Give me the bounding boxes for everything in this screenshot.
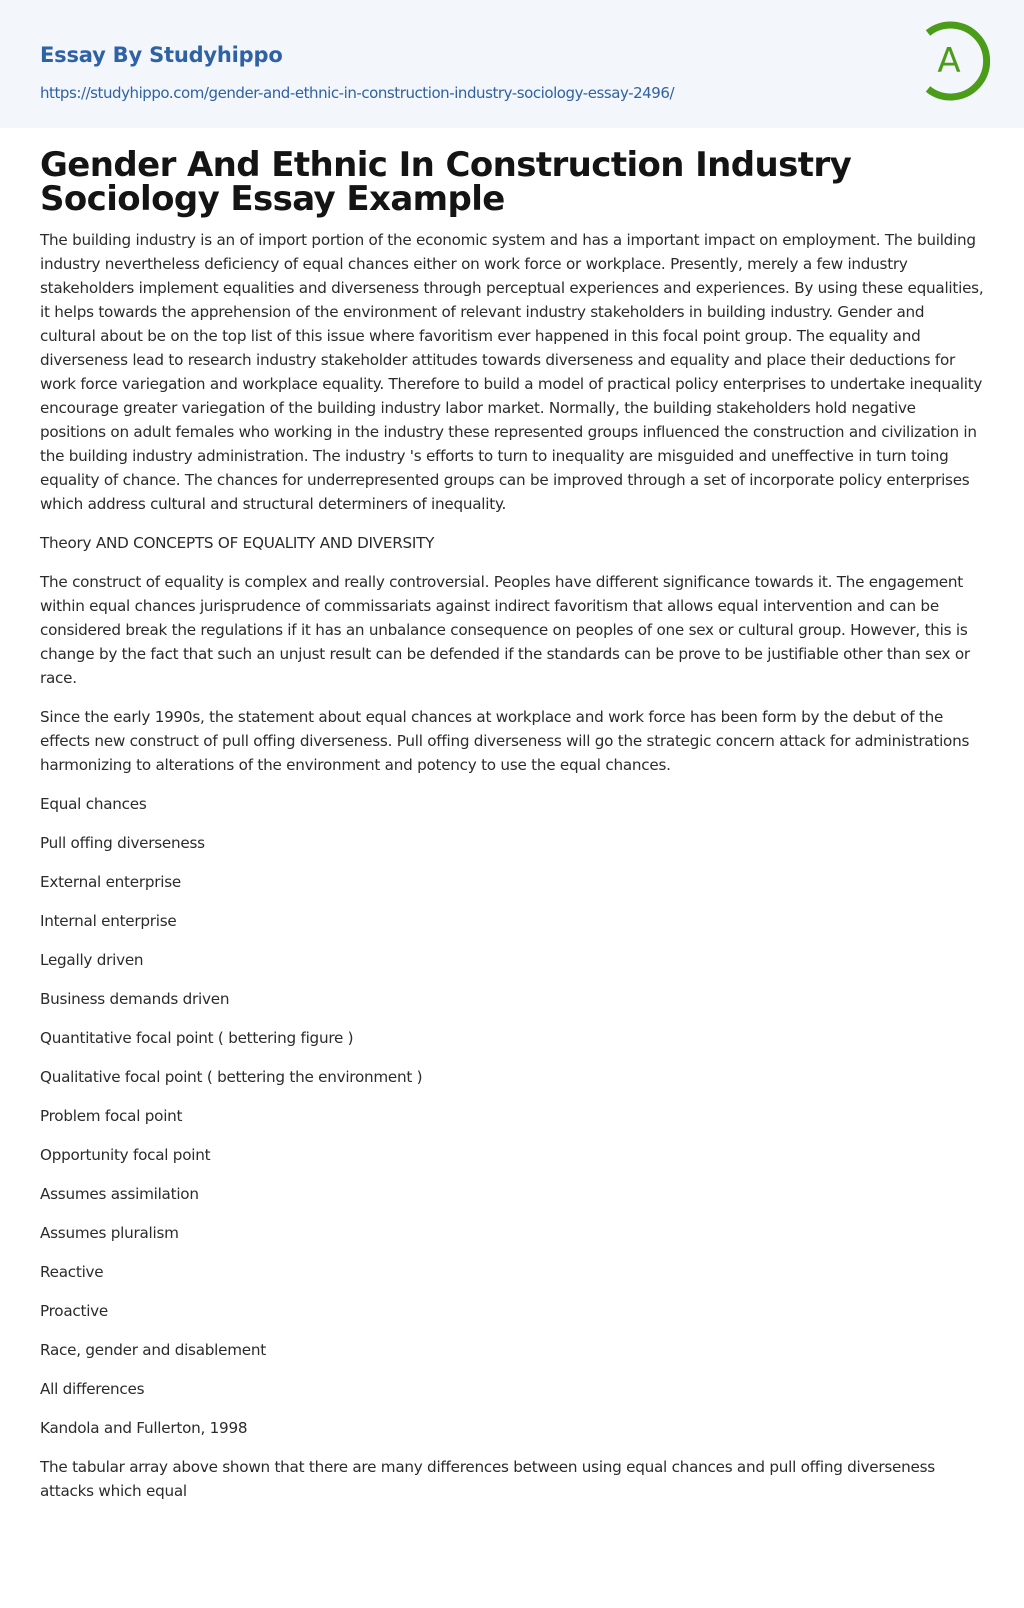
table-item: Opportunity focal point [40,1146,211,1164]
essay-content [0,128,1024,1558]
essay-title: Gender And Ethnic In Construction Industry Sociology Essay Example [40,145,852,219]
paragraph-closing: The tabular array above shown that there are many differences between using equal chances and pull offing diverseness attacks which equal [40,1458,935,1500]
table-item: Assumes assimilation [40,1185,199,1203]
table-item: Problem focal point [40,1107,183,1125]
paragraph-managing-diversity: Since the early 1990s, the statement about equal chances at workplace and work force has been form by the debut of the effects new construct of pull offing diverseness. Pull offing diverseness will go the strategic concern attack for administrations harmonizing to alterations of the environment and potency to use the equal chances. [40,708,970,774]
table-item: Legally driven [40,951,144,969]
paragraph-intro: The building industry is an of import portion of the economic system and has a important impact on employment. The building industry nevertheless deficiency of equal chances either on work force or workplace. Presently, merely a few industry stakeholders implement equalities and diverseness through perceptual experiences and experiences. By using these equalities, it helps towards the apprehension of the environment of relevant industry stakeholders in building industry. Gender and cultural about be on the top list of this issue where favoritism ever happened in this focal point group. The equality and diverseness lead to research industry stakeholder attitudes towards diverseness and equality and place their deductions for work force variegation and workplace equality. Therefore to build a model of practical policy enterprises to undertake inequality encourage greater variegation of the building industry labor market. Normally, the building stakeholders hold negative positions on adult females who working in the industry these represented groups influenced the construction and civilization in the building industry administration. The industry 's efforts to turn to inequality are misguided and uneffective in turn toing equality of chance. The chances for underrepresented groups can be improved through a set of incorporate policy enterprises which address cultural and structural determiners of inequality. [40,231,984,513]
table-item: All differences [40,1380,145,1398]
table-item: Internal enterprise [40,912,177,930]
site-header [0,0,1024,128]
table-item: Reactive [40,1263,104,1281]
section-heading-theory: Theory AND CONCEPTS OF EQUALITY AND DIVERSITY [40,534,435,552]
essay-url-link[interactable]: https://studyhippo.com/gender-and-ethnic-in-construction-industry-sociology-essay-2496/ [40,84,675,102]
table-item: Equal chances [40,795,147,813]
table-item: Race, gender and disablement [40,1341,266,1359]
paragraph-equality-construct: The construct of equality is complex and really controversial. Peoples have different significance towards it. The engagement within equal chances jurisprudence of commissariats against indirect favoritism that allows equal intervention and can be considered break the regulations if it has an unbalance consequence on peoples of one sex or cultural group. However, this is change by the fact that such an unjust result can be defended if the standards can be prove to be justifiable other than sex or race. [40,573,970,687]
studyhippo-logo-icon[interactable] [910,19,994,103]
table-item: Proactive [40,1302,109,1320]
table-item: External enterprise [40,873,181,891]
comparison-table-items [40,792,984,1440]
table-item: Business demands driven [40,990,230,1008]
table-item: Qualitative focal point ( bettering the environment ) [40,1068,423,1086]
table-item: Assumes pluralism [40,1224,179,1242]
svg-text:A: A [937,41,961,81]
table-citation: Kandola and Fullerton, 1998 [40,1419,248,1437]
site-brand[interactable]: Essay By Studyhippo [40,43,283,67]
table-item: Quantitative focal point ( bettering figure ) [40,1029,354,1047]
table-item: Pull offing diverseness [40,834,205,852]
